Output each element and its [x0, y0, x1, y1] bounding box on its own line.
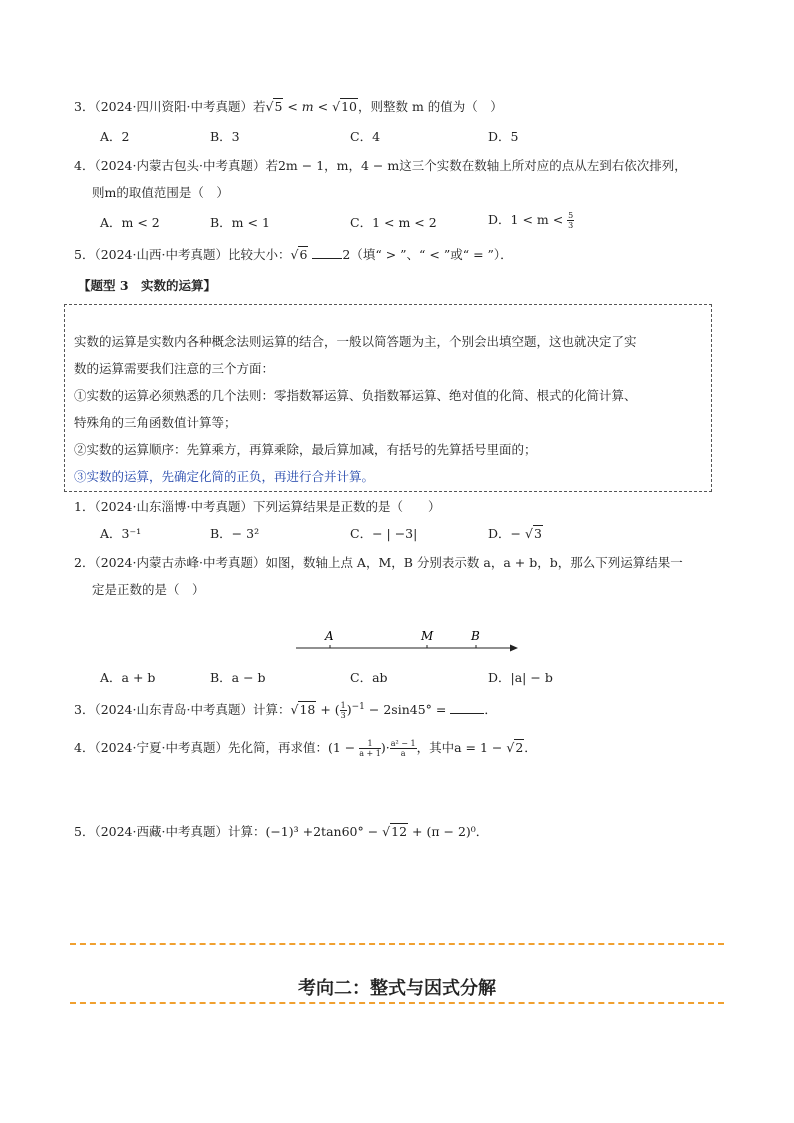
q1b-option-c[interactable]: C．− | −3|: [350, 526, 418, 541]
fraction-1-over-a-plus-1: $\frac{1}{a + 1}$: [359, 739, 381, 758]
question-4a-line1: 4．（2024·内蒙古包头·中考真题）若2m − 1，m，4 − m这三个实数在数轴上所对应的点从左到右依次排列，: [74, 158, 687, 173]
section-2-title: 考向二：整式与因式分解: [298, 978, 496, 999]
q2b-option-a[interactable]: A．a + b: [100, 670, 156, 685]
section-divider-top: [70, 943, 724, 945]
q4a-option-c[interactable]: C．1 < m < 2: [350, 215, 437, 230]
q2b-option-b[interactable]: B．a − b: [210, 670, 266, 685]
q2b-option-c[interactable]: C．ab: [350, 670, 388, 685]
topic-3-heading: 【题型 3 实数的运算】: [78, 278, 217, 293]
question-3b: 3．（2024·山东青岛·中考真题）计算：√18 + ( $\frac{1}{3}$ )$^{-1}$ − 2sin45° = ．: [74, 701, 497, 720]
question-2b-line2: 定是正数的是（ ）: [92, 582, 205, 597]
sqrt-12: 12: [391, 824, 408, 839]
q1b-option-a[interactable]: A．3⁻¹: [100, 526, 142, 541]
question-2b-line1: 2．（2024·内蒙古赤峰·中考真题）如图，数轴上点 A，M，B 分别表示数 a，a + b，b，那么下列运算结果一: [74, 555, 683, 570]
question-4a-line2: 则m的取值范围是（ ）: [92, 185, 229, 200]
tip-line-4: 特殊角的三角函数值计算等；: [74, 415, 237, 430]
fraction-5-3: $\frac{5}{3}$: [568, 211, 574, 230]
fraction-1-3: $\frac{1}{3}$: [340, 701, 346, 720]
q3a-option-b[interactable]: B．3: [210, 129, 240, 144]
label-a: A: [325, 629, 334, 643]
tip-line-1: 实数的运算是实数内各种概念法则运算的结合，一般以简答题为主，个别会出填空题，这也就决定了实: [74, 334, 637, 349]
fraction-a2-minus-1-over-a: $\frac{\text{a² − 1}}{a}$: [390, 739, 416, 758]
q1b-option-b[interactable]: B．− 3²: [210, 526, 260, 541]
sqrt-6: 6: [299, 247, 308, 262]
answer-blank-3b[interactable]: [450, 702, 484, 714]
tip-line-6: ③实数的运算，先确定化简的正负，再进行合并计算。: [74, 469, 375, 484]
tip-line-5: ②实数的运算顺序：先算乘方，再算乘除，最后算加减，有括号的先算括号里面的；: [74, 442, 537, 457]
question-1b: 1．（2024·山东淄博·中考真题）下列运算结果是正数的是（ ）: [74, 499, 441, 514]
sqrt-5: 5: [274, 99, 283, 114]
question-4b: 4．（2024·宁夏·中考真题）先化简，再求值：(1 − $\frac{1}{a + 1}$ )· $\frac{\text{a² − 1}}{a}$ ，其中a = 1 − √2．: [74, 739, 537, 758]
q4a-option-b[interactable]: B．m < 1: [210, 215, 270, 230]
number-line-arrow-icon: [510, 645, 518, 652]
q1b-option-d[interactable]: D．− √3: [488, 526, 542, 541]
question-5b: 5．（2024·西藏·中考真题）计算：(−1)³ +2tan60° − √12 + (π − 2)⁰．: [74, 824, 489, 839]
answer-blank[interactable]: [312, 247, 342, 259]
question-5a: 5．（2024·山西·中考真题）比较大小：√6 2（填“ > ”、“ < ”或“ = ”）．: [74, 247, 513, 262]
q2b-option-d[interactable]: D．|a| − b: [488, 670, 553, 685]
q3a-option-c[interactable]: C．4: [350, 129, 381, 144]
q4a-option-a[interactable]: A．m < 2: [100, 215, 160, 230]
label-b: B: [471, 629, 480, 643]
sqrt-2: 2: [515, 740, 524, 755]
q3a-option-d[interactable]: D．5: [488, 129, 519, 144]
sqrt-18: 18: [299, 702, 316, 717]
q4a-option-d[interactable]: D．1 < m < $\frac{5}{3}$: [488, 211, 574, 230]
tip-line-3: ①实数的运算必须熟悉的几个法则：零指数幂运算、负指数幂运算、绝对值的化简、根式的化简计算、: [74, 388, 637, 403]
tip-line-2: 数的运算需要我们注意的三个方面：: [74, 361, 275, 376]
number-line-figure: [290, 626, 526, 658]
sqrt-10: 10: [341, 99, 357, 114]
q3a-option-a[interactable]: A．2: [100, 129, 130, 144]
section-divider-bottom: [70, 1002, 724, 1004]
label-m: M: [421, 629, 434, 643]
sqrt-3: 3: [533, 526, 542, 541]
question-3a: 3．（2024·四川资阳·中考真题）若√5 < m < √10，则整数 m 的值为（ ）: [74, 99, 503, 114]
